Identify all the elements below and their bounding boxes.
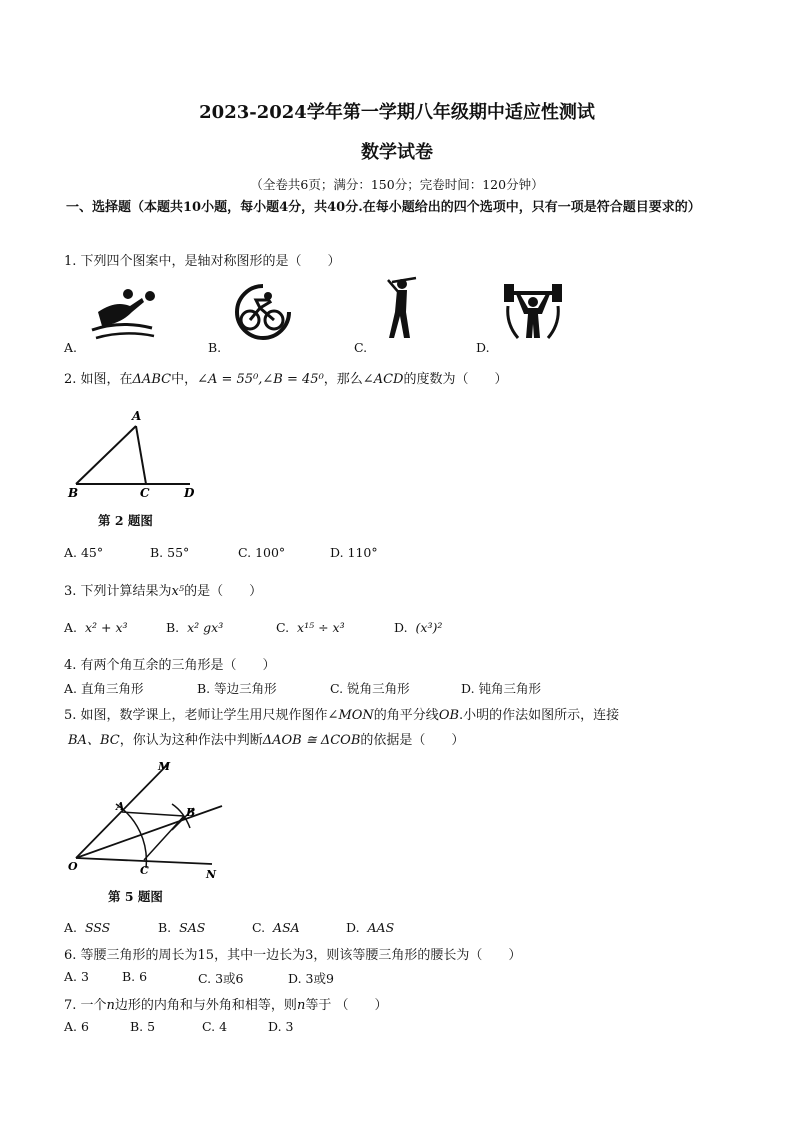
q7-stem-a: 7. 一个	[64, 998, 107, 1013]
q5-option-c[interactable]	[252, 920, 300, 935]
q3-option-d-letter: D.	[394, 620, 408, 635]
q3-option-b-letter: B.	[166, 620, 180, 635]
q7-stem-c: 等于 （ ）	[305, 998, 388, 1013]
q2-stem-b: 中，	[171, 372, 198, 387]
q5-congruence: ΔAOB ≅ ΔCOB	[262, 733, 361, 748]
q2-option-a[interactable]: A. 45°	[64, 545, 104, 560]
q4-stem: 4. 有两个角互余的三角形是（ ）	[64, 658, 276, 673]
cycling-figure	[232, 282, 294, 340]
side-ab	[76, 426, 136, 484]
q5-ba-bc: BA、BC	[68, 733, 120, 748]
head-shape	[123, 289, 133, 299]
q7-stem	[64, 994, 387, 1013]
ball-shape	[145, 291, 155, 301]
q5-option-a-expr: SSS	[84, 920, 111, 935]
q2-stem-c: ，那么	[323, 372, 363, 387]
q3-stem-b: 的是（ ）	[184, 584, 263, 599]
q2-caption: 第 2 题图	[98, 513, 153, 528]
q5-option-c-letter: C.	[252, 920, 266, 935]
q3-stem-a: 3. 下列计算结果为	[64, 584, 172, 599]
swoosh-2	[96, 333, 154, 338]
label-b: B	[186, 806, 196, 819]
q6-option-a[interactable]: A. 3	[64, 969, 89, 984]
label-o: O	[68, 860, 78, 873]
q3-option-a-expr: x² + x³	[84, 620, 128, 635]
q5-line2-b: ，你认为这种作法中判断	[119, 733, 263, 748]
q3-x5: x⁵	[171, 584, 185, 599]
q5-stem-c: .小明的作法如图所示，连接	[459, 708, 620, 723]
q5-line2-c: 的依据是（ ）	[360, 733, 465, 748]
q5-stem-line2	[68, 729, 464, 748]
q6-option-b[interactable]: B. 6	[122, 969, 148, 984]
q1-stem: 1. 下列四个图案中，是轴对称图形的是（ ）	[64, 254, 341, 269]
q1-option-d[interactable]: D.	[476, 340, 490, 355]
q5-option-b-expr: SAS	[179, 920, 206, 935]
q7-n: n	[106, 998, 115, 1013]
q5-construction-figure	[60, 756, 230, 880]
q3-option-b[interactable]	[166, 620, 223, 635]
label-n: N	[206, 868, 217, 880]
q5-ob: OB	[438, 708, 460, 723]
q2-option-b[interactable]: B. 55°	[150, 545, 190, 560]
q2-triangle: ΔABC	[132, 372, 172, 387]
q3-option-a-letter: A.	[64, 620, 78, 635]
q5-option-d[interactable]	[346, 920, 394, 935]
q5-option-a-letter: A.	[64, 920, 78, 935]
q5-stem-a: 5. 如图，数学课上，老师让学生用尺规作图作	[64, 708, 328, 723]
lifter-head	[528, 297, 538, 307]
q4-option-c[interactable]: C. 锐角三角形	[330, 681, 410, 696]
q2-stem-a: 2. 如图，在	[64, 372, 133, 387]
q7-option-d[interactable]: D. 3	[268, 1019, 294, 1034]
label-c: C	[140, 486, 150, 500]
q7-option-c[interactable]: C. 4	[202, 1019, 228, 1034]
label-d: D	[184, 486, 195, 500]
q3-option-c[interactable]	[276, 620, 345, 635]
body-shape	[98, 298, 144, 326]
q7-option-b[interactable]: B. 5	[130, 1019, 156, 1034]
q1-option-b[interactable]: B.	[208, 340, 222, 355]
label-a: A	[132, 409, 142, 423]
segment-cb	[144, 816, 184, 860]
exam-subtitle: 数学试卷	[361, 142, 433, 163]
exam-title: 2023-2024学年第一学期八年级期中适应性测试	[199, 102, 595, 123]
swoosh-1	[92, 324, 152, 330]
q7-stem-b: 边形的内角和与外角和相等，则	[114, 998, 297, 1013]
q5-angle-mon: ∠MON	[327, 708, 374, 723]
q6-option-c[interactable]: C. 3或6	[198, 971, 244, 986]
label-c: C	[140, 864, 149, 877]
q7-n2: n	[296, 998, 306, 1013]
q2-triangle-figure	[62, 404, 212, 500]
q2-stem	[64, 368, 507, 387]
section-heading: 一、选择题（本题共10小题，每小题4分，共40分.在每小题给出的四个选项中，只有一项是符合题目要求的）	[66, 200, 701, 215]
q3-option-d[interactable]	[394, 620, 442, 635]
q1-option-c[interactable]: C.	[354, 340, 368, 355]
q5-stem-line1	[64, 704, 619, 723]
exam-note: （全卷共6页；满分：150分；完卷时间：120分钟）	[250, 177, 544, 192]
rider-body	[250, 296, 274, 320]
weightlifting-figure	[502, 280, 564, 342]
q2-angles: ∠A = 55⁰,∠B = 45⁰	[197, 372, 324, 387]
side-ac	[136, 426, 146, 484]
q3-option-b-expr: x² gx³	[187, 620, 224, 635]
q5-option-a[interactable]	[64, 920, 110, 935]
q4-option-d[interactable]: D. 钝角三角形	[461, 681, 542, 696]
q2-angle-acd: ∠ACD	[362, 372, 404, 387]
q5-option-d-expr: AAS	[367, 920, 395, 935]
q3-option-d-expr: (x³)²	[415, 620, 443, 635]
q6-stem: 6. 等腰三角形的周长为15，其中一边长为3，则该等腰三角形的腰长为（ ）	[64, 948, 522, 963]
label-m: M	[158, 760, 171, 773]
q5-option-c-expr: ASA	[273, 920, 300, 935]
q2-option-d[interactable]: D. 110°	[330, 545, 378, 560]
q5-option-d-letter: D.	[346, 920, 360, 935]
q3-option-a[interactable]	[64, 620, 128, 635]
q4-option-b[interactable]: B. 等边三角形	[197, 681, 277, 696]
volleyball-figure	[90, 284, 162, 342]
label-b: B	[68, 486, 79, 500]
q1-option-a[interactable]: A.	[64, 340, 78, 355]
q7-option-a[interactable]: A. 6	[64, 1019, 89, 1034]
q4-option-a[interactable]: A. 直角三角形	[64, 681, 144, 696]
q3-option-c-expr: x¹⁵ ÷ x³	[297, 620, 345, 635]
segment-ab	[122, 812, 184, 816]
q5-stem-b: 的角平分线	[373, 708, 439, 723]
q5-option-b[interactable]	[158, 920, 205, 935]
label-a: A	[116, 800, 125, 813]
q5-caption: 第 5 题图	[108, 889, 163, 904]
q6-option-d[interactable]: D. 3或9	[288, 971, 334, 986]
golfer-body	[389, 290, 410, 338]
q3-stem	[64, 580, 262, 599]
q2-stem-d: 的度数为（ ）	[403, 372, 508, 387]
q5-option-b-letter: B.	[158, 920, 172, 935]
q3-option-c-letter: C.	[276, 620, 290, 635]
golf-figure	[380, 276, 420, 346]
q2-option-c[interactable]: C. 100°	[238, 545, 286, 560]
